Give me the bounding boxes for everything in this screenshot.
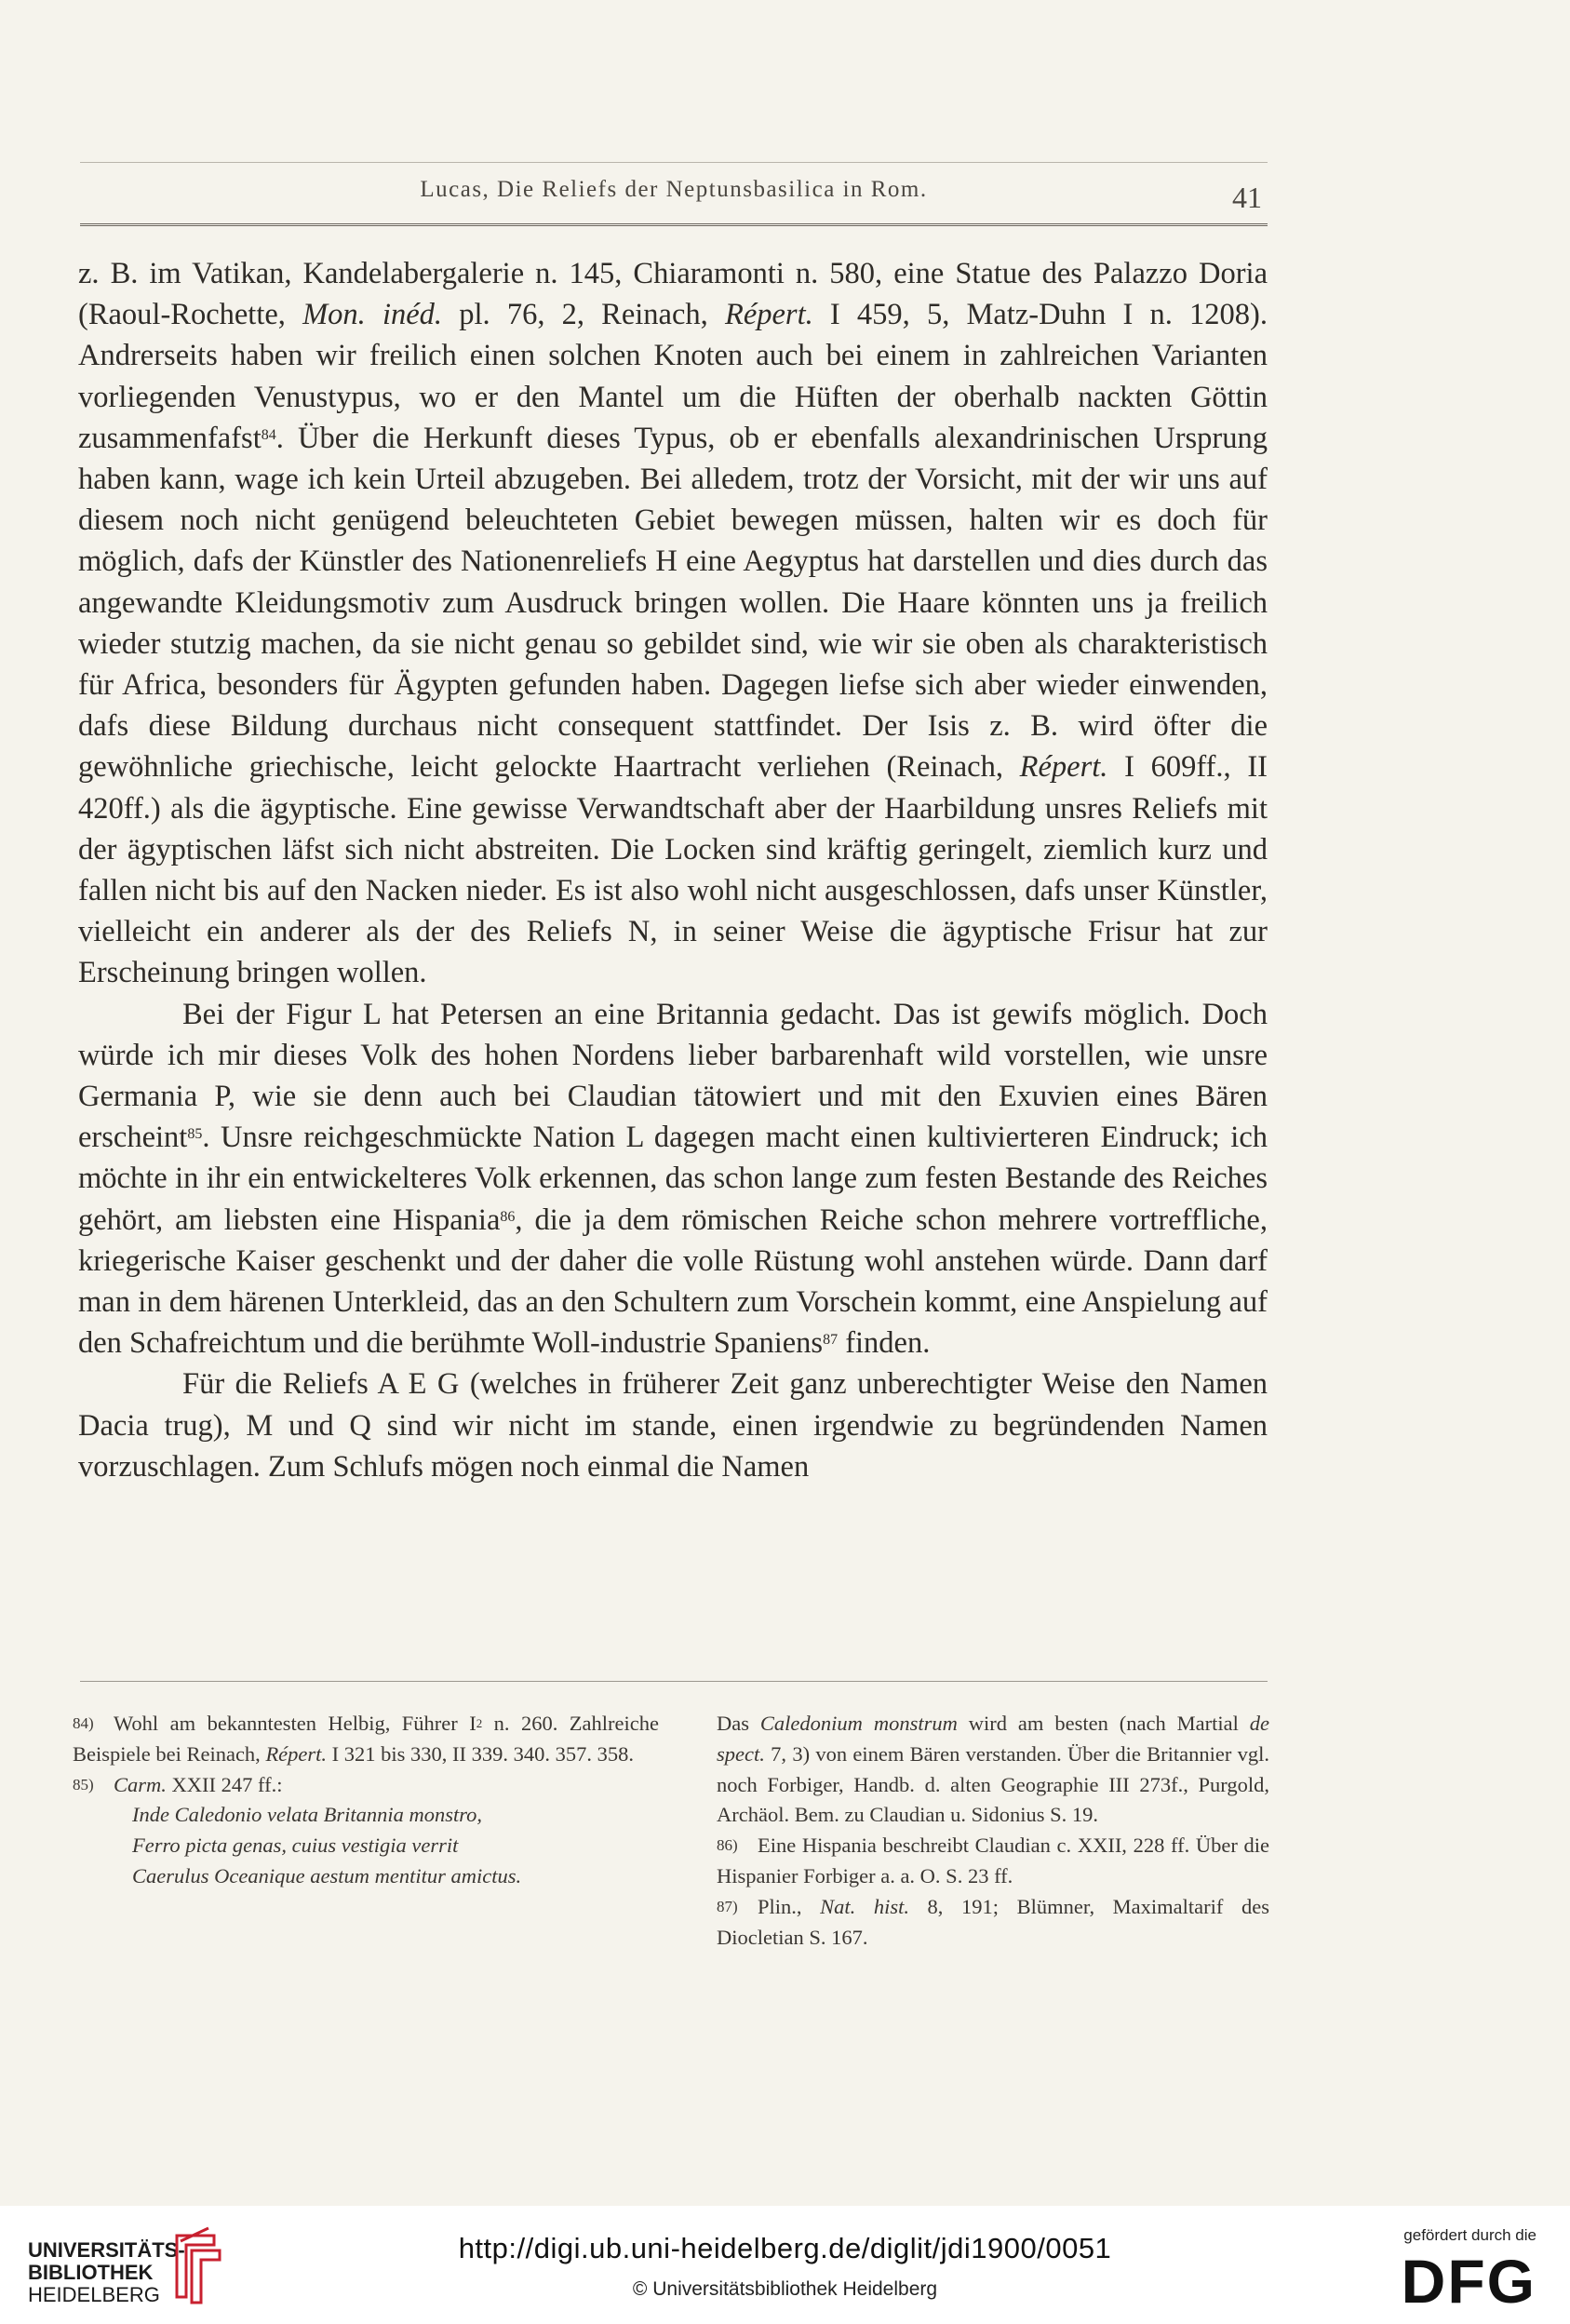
text-run: 7, 3) von einem Bären verstanden. Über die Britannier vgl. noch Forbiger, Handb. d. alten Geographie III 273f., Purgold, Archäol. Bem. zu Claudian u. Sidonius S. 19. xyxy=(717,1741,1269,1827)
italic-citation: Carm. xyxy=(114,1772,167,1796)
italic-citation: Répert. xyxy=(1019,750,1108,785)
footnote-87 xyxy=(717,1892,1269,1954)
verse-line-1: Inde Caledonio velata Britannia monstro, xyxy=(132,1803,483,1827)
footnote-ref-87[interactable]: 87 xyxy=(823,1332,839,1349)
copyright-notice: © Universitätsbibliothek Heidelberg xyxy=(632,2278,938,2300)
text-run: Eine Hispania beschreibt Claudian c. XXII, 228 ff. Über die Hispanier Forbiger a. a. O. S. 23 ff. xyxy=(717,1834,1269,1887)
italic-citation: Répert. xyxy=(265,1741,328,1766)
permalink-url[interactable]: http://digi.ub.uni-heidelberg.de/diglit/jdi1900/0051 xyxy=(458,2232,1112,2264)
italic-citation: Répert. xyxy=(724,298,813,332)
text-run: . Über die Herkunft dieses Typus, ob er ebenfalls alexandrinischen Ursprung haben kann, wage ich kein Urteil abzugeben. Bei alledem, trotz der Vorsicht, mit der wir uns auf diesem noch nicht genügend beleuchteten Gebiet bewegen müssen, halten wir es doch für möglich, dafs der Künstler des Nationenreliefs H eine Aegyptus hat darstellen und dies durch das angewandte Kleidungsmotiv zum Ausdruck bringen wollen. Die Haare könnten uns ja freilich wieder stutzig machen, da sie nicht genau so gebildet sind, wie wir sie oben als charakteristisch für Africa, besonders für Ägypten gefunden haben. Dagegen liefse sich aber wieder einwenden, dafs diese Bildung durchaus nicht consequent stattfindet. Der Isis z. B. wird öfter die gewöhnliche griechische, leicht gelockte Haartracht verliehen (Reinach, xyxy=(78,421,1268,785)
text-run: Das xyxy=(717,1712,760,1735)
library-line-2: BIBLIOTHEK xyxy=(28,2261,154,2284)
footnotes-left-column xyxy=(73,1709,659,1892)
running-header xyxy=(80,177,1268,222)
library-line-1: UNIVERSITÄTS- xyxy=(28,2238,185,2262)
main-text xyxy=(78,253,1268,1487)
page-number: 41 xyxy=(1232,181,1262,214)
library-line-3: HEIDELBERG xyxy=(28,2283,160,2306)
footnotes-right-column xyxy=(717,1709,1269,1953)
text-run: Plin., xyxy=(758,1894,821,1918)
footnote-85 xyxy=(73,1770,659,1801)
text-run: I 459, 5, Matz-Duhn I n. 1208). Andrerseits haben wir freilich einen solchen Knoten auch bei einem in zahlreichen Varianten vorliegenden Venustypus, wo er den Mantel um die Hüften der oberhalb nackten Göttin zusammenfafst xyxy=(78,298,1268,455)
verse-line-2: Ferro picta genas, cuius vestigia verrit xyxy=(132,1834,459,1858)
text-run: finden. xyxy=(838,1326,931,1361)
footnote-84 xyxy=(73,1709,659,1770)
text-run: 8, 191; Blümner, Maximaltarif des Diocletian S. 167. xyxy=(717,1894,1269,1949)
footnote-ref-86[interactable]: 86 xyxy=(500,1208,516,1225)
italic-citation: Caledonium monstrum xyxy=(759,1712,958,1735)
text-run: pl. 76, 2, Reinach, xyxy=(442,298,725,332)
italic-citation: Nat. hist. xyxy=(820,1894,909,1918)
paragraph-1 xyxy=(78,253,1268,994)
text-run: wird am besten (nach Martial xyxy=(957,1712,1250,1735)
running-title: Lucas, Die Reliefs der Neptunsbasilica in Rom. xyxy=(420,177,928,202)
italic-citation: de spect. xyxy=(717,1712,1270,1766)
text-run: n. 260. Zahlreiche Beispiele bei Reinach, xyxy=(73,1712,659,1766)
dfg-logo[interactable]: DFG xyxy=(1401,2247,1536,2316)
paragraph-3: Für die Reliefs A E G (welches in früherer Zeit ganz unberechtigter Weise den Namen Dacia trug), M und Q sind wir nicht im stande, einen irgendwie zu begründenden Namen vorzuschlagen. Zum Schlufs mögen noch einmal die Namen xyxy=(78,1367,1268,1484)
footnote-ref-84[interactable]: 84 xyxy=(261,426,276,443)
edition-sup: 2 xyxy=(476,1716,483,1730)
text-run: , die ja dem römischen Reiche schon mehrere vortreffliche, kriegerische Kaiser geschenkt und der daher die volle Rüstung wohl anstehen würde. Dann darf man in dem härenen Unterkleid, das an den Schultern zum Vorschein kommt, eine Anspielung auf den Schafreichtum und die berühmte Woll-industrie Spaniens xyxy=(78,1202,1268,1361)
header-rule xyxy=(80,223,1268,229)
footnote-rule xyxy=(80,1681,1268,1682)
footnote-ref-85[interactable]: 85 xyxy=(187,1126,203,1143)
footnote-number: 85) xyxy=(73,1775,94,1793)
footer-bar xyxy=(0,2206,1570,2324)
text-run: Wohl am bekanntesten Helbig, Führer I xyxy=(114,1712,476,1735)
text-run: Bei der Figur L hat Petersen an eine Britannia gedacht. Das ist gewifs möglich. Doch würde ich mir dieses Volk des hohen Nordens lieber barbarenhaft wild vorstellen, wie unsre Germania P, wie sie denn auch bei Claudian tätowiert und mit den Exuvien eines Bären erscheint xyxy=(78,997,1268,1155)
footnote-86 xyxy=(717,1831,1269,1892)
paragraph-2 xyxy=(78,994,1268,1364)
footnote-number: 84) xyxy=(73,1714,94,1732)
text-run: I 321 bis 330, II 339. 340. 357. 358. xyxy=(327,1741,635,1766)
text-run: XXII 247 ff.: xyxy=(166,1772,283,1796)
header-top-rule xyxy=(80,162,1268,163)
verse-line-3: Caerulus Oceanique aestum mentitur amictus. xyxy=(132,1863,522,1887)
text-run: z. B. im Vatikan, Kandelabergalerie n. 145, Chiaramonti n. 580, eine Statue des Palazzo Doria (Raoul-Rochette, xyxy=(78,257,1268,332)
sponsor-label: gefördert durch die xyxy=(1403,2226,1536,2244)
italic-citation: Mon. inéd. xyxy=(302,298,443,332)
footnote-85-continued xyxy=(717,1709,1269,1831)
footnote-number: 86) xyxy=(717,1836,738,1855)
text-run: . Unsre reichgeschmückte Nation L dagegen macht einen kultivierteren Eindruck; ich möchte in ihr ein entwickelteres Volk erkennen, das schon lange zum festen Bestande des Reiches gehört, am liebsten eine Hispania xyxy=(78,1121,1268,1237)
text-run: I 609ff., II 420ff.) als die ägyptische. Eine gewisse Verwandtschaft aber der Haarbildung unsres Reliefs mit der ägyptischen läfst sich nicht abstreiten. Die Locken sind kräftig geringelt, ziemlich kurz und fallen nicht bis auf den Nacken nieder. Es ist also wohl nicht ausgeschlossen, dafs unser Künstler, vielleicht ein anderer als der des Reliefs N, in seiner Weise die ägyptische Frisur hat zur Erscheinung bringen wollen. xyxy=(78,750,1268,990)
footnote-number: 87) xyxy=(717,1897,738,1915)
